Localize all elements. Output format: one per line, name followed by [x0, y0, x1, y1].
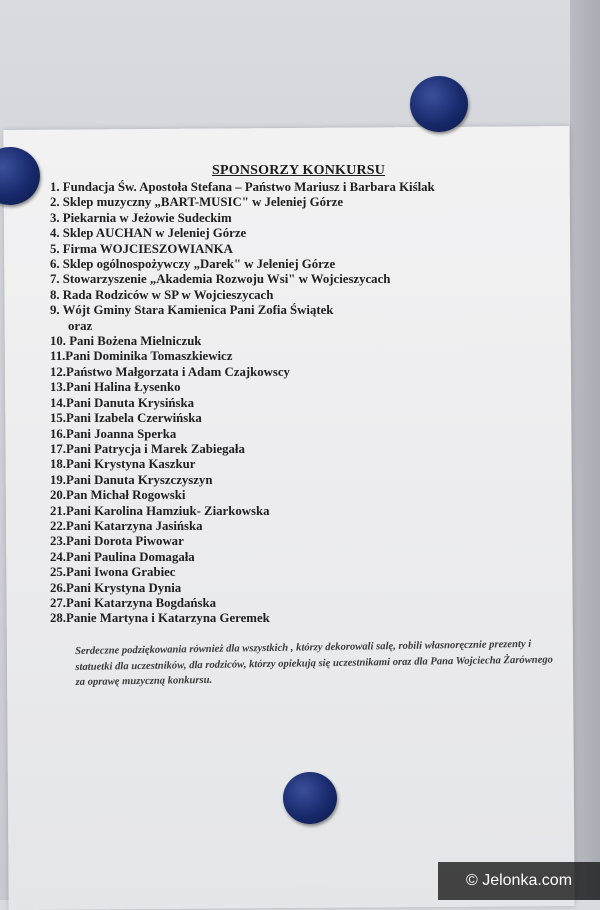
list-item: 18.Pani Krystyna Kaszkur	[50, 457, 196, 472]
list-item: 1. Fundacja Św. Apostoła Stefana – Państwo Mariusz i Barbara Kiślak	[50, 180, 435, 194]
magnet-top	[410, 76, 468, 132]
list-item: 28.Panie Martyna i Katarzyna Geremek	[50, 611, 270, 626]
list-item: 16.Pani Joanna Sperka	[50, 426, 177, 441]
list-item: 21.Pani Karolina Hamziuk- Ziarkowska	[50, 503, 270, 518]
list-item: 10. Pani Bożena Mielniczuk	[50, 334, 202, 349]
watermark: © Jelonka.com	[438, 862, 600, 900]
list-item: 22.Pani Katarzyna Jasińska	[50, 518, 203, 533]
list-item: 4. Sklep AUCHAN w Jeleniej Górze	[50, 226, 247, 241]
list-item: 8. Rada Rodziców w SP w Wojcieszycach	[50, 287, 274, 302]
list-item: 27.Pani Katarzyna Bogdańska	[50, 595, 217, 610]
list-item: 19.Pani Danuta Kryszczyszyn	[50, 472, 213, 487]
list-item: oraz	[68, 318, 93, 333]
list-item: 26.Pani Krystyna Dynia	[50, 580, 182, 595]
list-item: 15.Pani Izabela Czerwińska	[50, 411, 202, 426]
sponsor-list	[50, 180, 435, 627]
list-item: 5. Firma WOJCIESZOWIANKA	[50, 241, 233, 256]
list-item: 3. Piekarnia w Jeżowie Sudeckim	[50, 210, 232, 225]
list-item: 13.Pani Halina Łysenko	[50, 380, 181, 395]
list-item: 2. Sklep muzyczny „BART-MUSIC" w Jeleniej Górze	[50, 195, 344, 210]
list-item: 14.Pani Danuta Krysińska	[50, 395, 194, 410]
list-item: 17.Pani Patrycja i Marek Zabiegała	[50, 441, 245, 456]
thanks-paragraph: Serdeczne podziękowania również dla wszystkich , którzy dekorowali salę, robili własnoręcznie prezenty i statuetki dla uczestników, dla rodziców, którzy opiekują się uczestnikami oraz dla Pana Wojciecha Żarównego za oprawę muzyczną konkursu.	[75, 638, 554, 688]
list-item: 24.Pani Paulina Domagała	[50, 549, 195, 564]
list-item: 12.Państwo Małgorzata i Adam Czajkowscy	[50, 364, 290, 379]
list-item: 20.Pan Michał Rogowski	[50, 488, 186, 503]
list-item: 6. Sklep ogólnospożywczy „Darek" w Jeleniej Górze	[50, 257, 336, 272]
list-item: 7. Stowarzyszenie „Akademia Rozwoju Wsi" w Wojcieszycach	[50, 272, 391, 287]
notice-title: SPONSORZY KONKURSU	[212, 163, 386, 178]
list-item: 11.Pani Dominika Tomaszkiewicz	[50, 349, 233, 364]
list-item: 25.Pani Iwona Grabiec	[50, 565, 176, 580]
magnet-bottom	[283, 772, 337, 824]
list-item: 23.Pani Dorota Piwowar	[50, 534, 184, 549]
wall-background	[570, 0, 600, 900]
list-item: 9. Wójt Gminy Stara Kamienica Pani Zofia Świątek	[50, 303, 334, 318]
